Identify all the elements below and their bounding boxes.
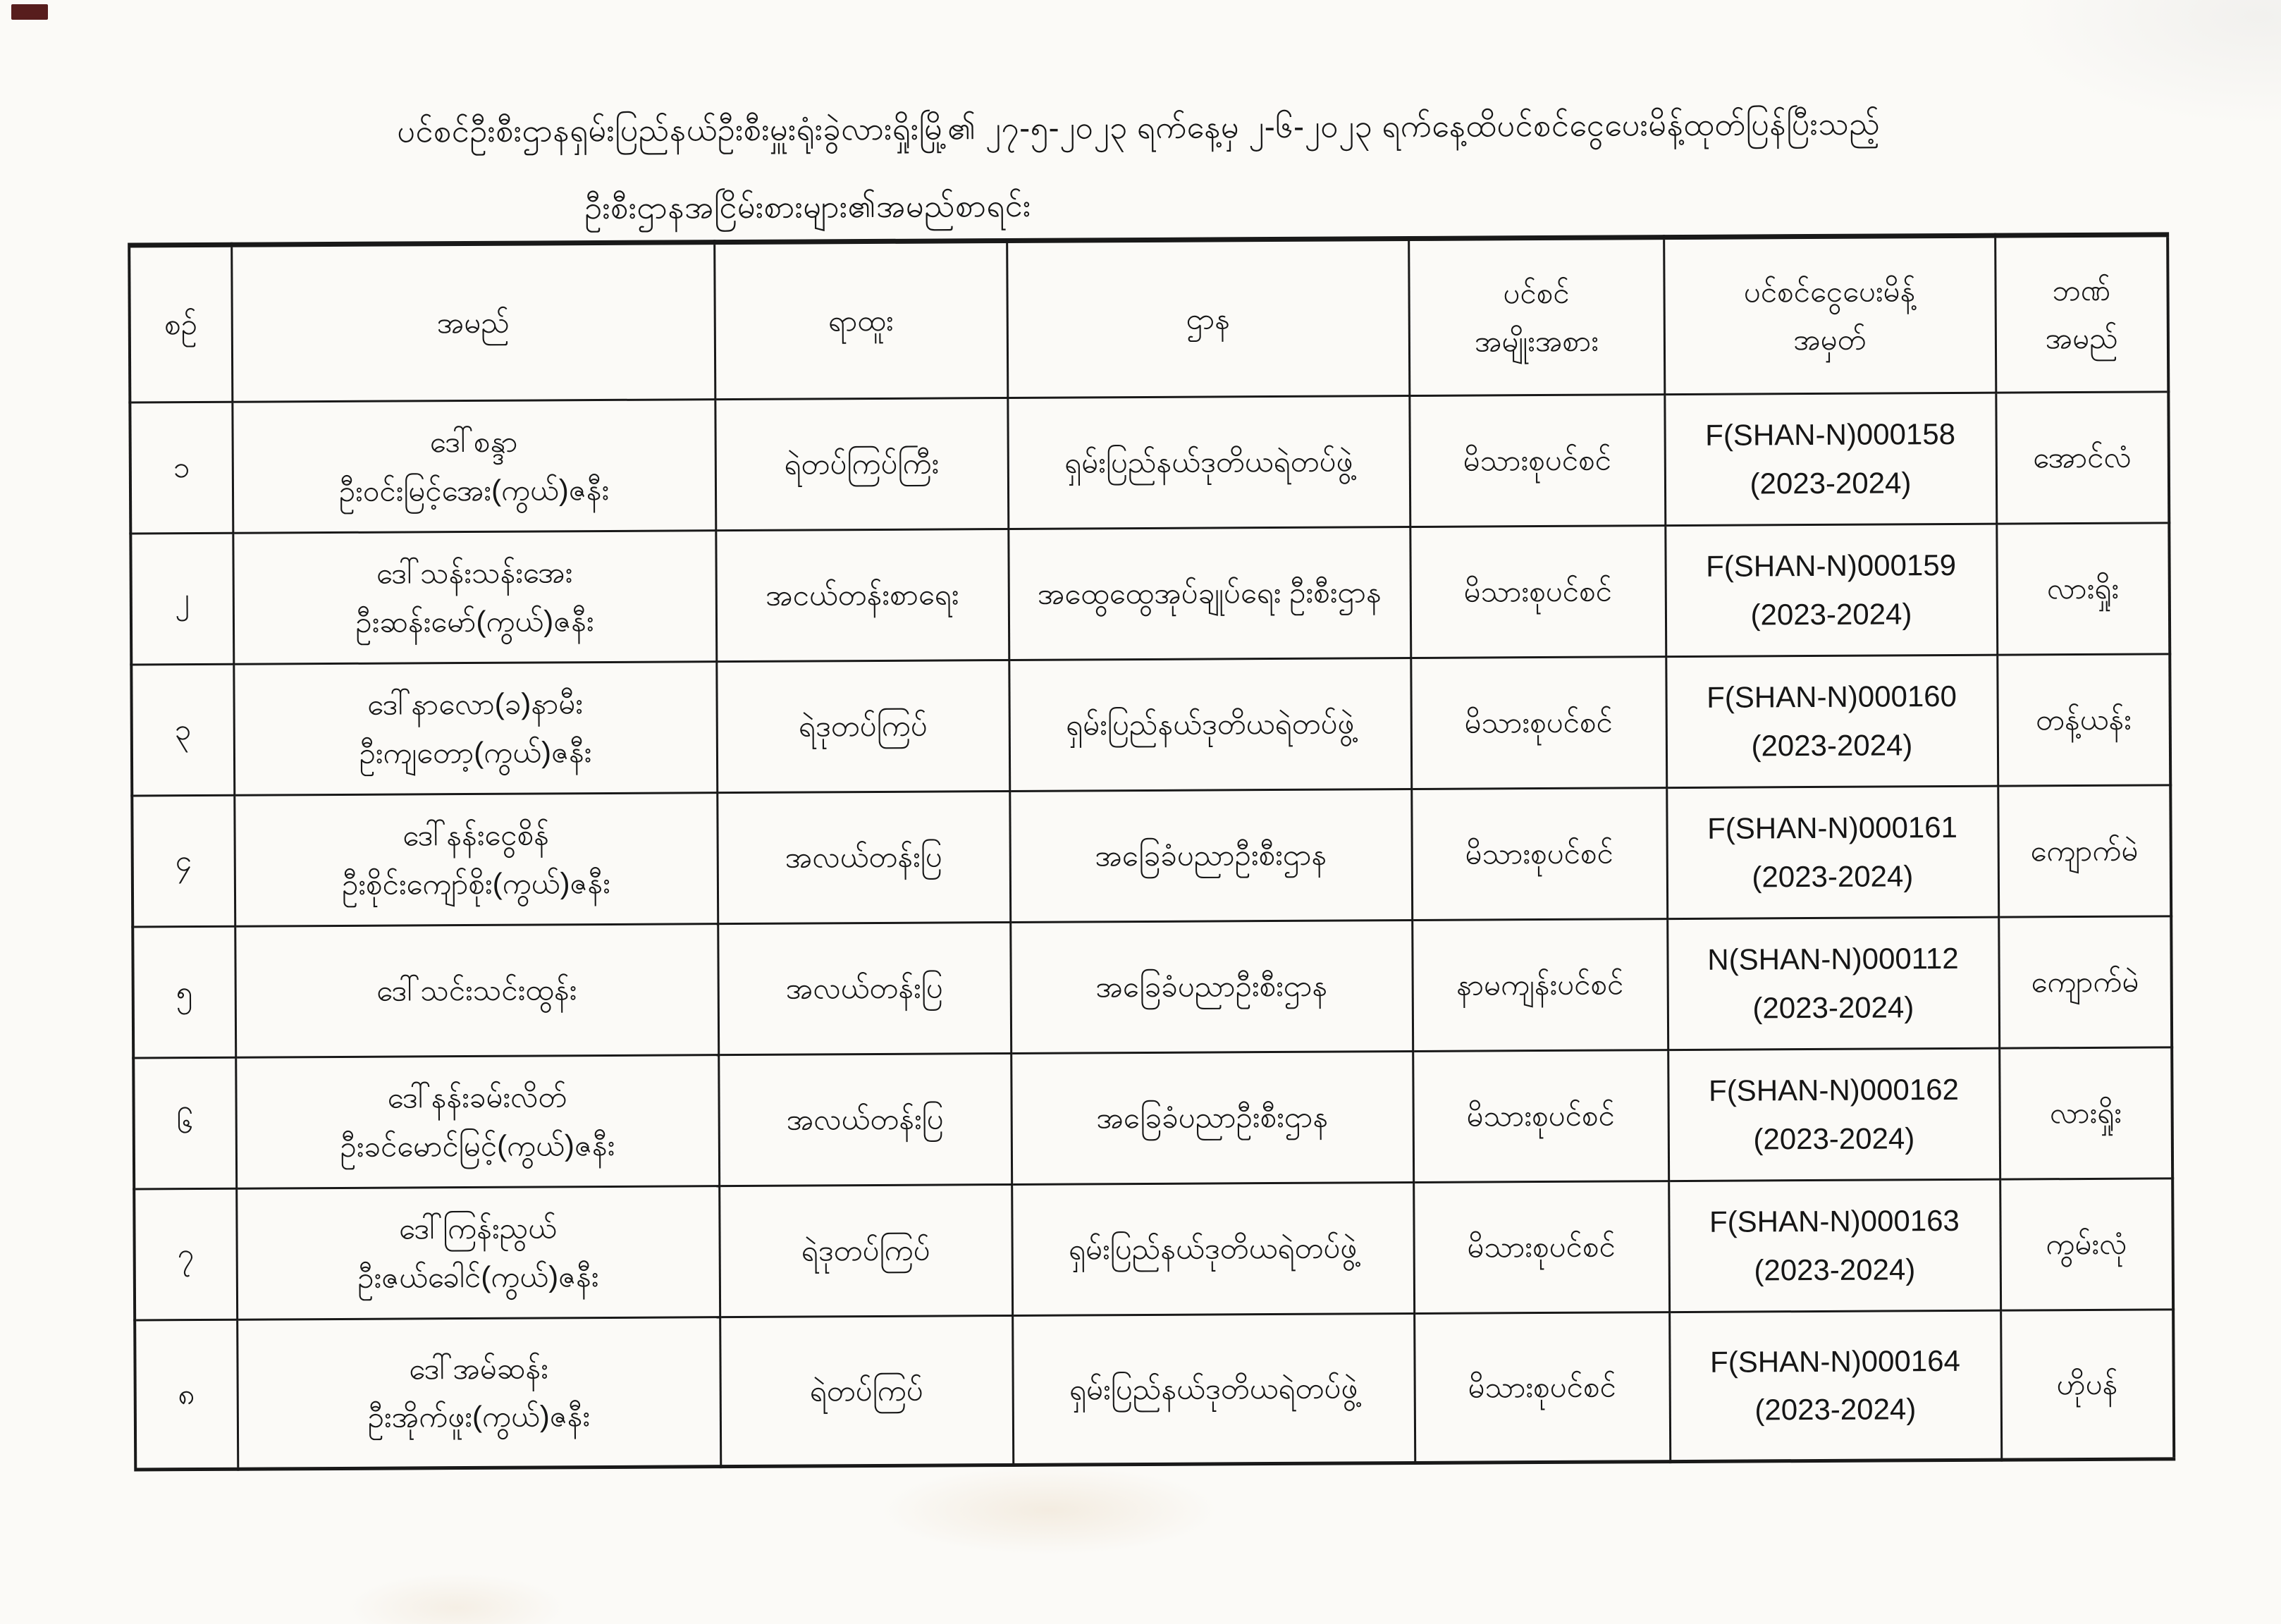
name-cell (233, 662, 717, 796)
table-row (135, 1310, 2174, 1470)
bank-cell: လားရှိုး (1996, 523, 2170, 655)
pensioner-name: ဒေါ်နန်းခမ်းလိတ် (387, 1080, 567, 1115)
order-number: F(SHAN-N)000164 (1709, 1343, 1961, 1379)
table-row (133, 916, 2172, 1058)
header-pension-type: ပင်စင် အမျိုးအစား (1408, 238, 1664, 396)
name-cell (236, 1186, 720, 1320)
spouse-name: ဦးအိုက်ဖူး(ကွယ်)ဇနီး (367, 1399, 591, 1434)
header-position: ရာထူး (714, 240, 1007, 399)
position-cell: အလယ်တန်းပြ (718, 1053, 1012, 1186)
department-cell: ရှမ်းပြည်နယ်ဒုတိယရဲတပ်ဖွဲ့ (1012, 1313, 1415, 1465)
table-row (130, 392, 2169, 534)
row-serial-cell: ၂ (130, 533, 233, 665)
name-cell (234, 793, 718, 927)
position-cell: အလယ်တန်းပြ (718, 922, 1011, 1054)
position-cell: အလယ်တန်းပြ (717, 791, 1010, 923)
department-cell: ရှမ်းပြည်နယ်ဒုတိယရဲတပ်ဖွဲ့ (1009, 658, 1411, 791)
order-year: (2023-2024) (1750, 465, 1912, 500)
order-number-cell (1666, 786, 1998, 918)
order-number-cell (1668, 1179, 2000, 1312)
department-cell: အခြေခံပညာဦးစီးဌာန (1009, 789, 1412, 922)
header-row (129, 235, 2168, 402)
position-cell: ရဲဒုတပ်ကြပ် (719, 1184, 1012, 1317)
title-line-2: ဦးစီးဌာနအငြိမ်းစားများ၏အမည်စာရင်း (584, 187, 1031, 226)
position-cell: အငယ်တန်းစာရေး (715, 529, 1009, 661)
order-number-cell (1665, 524, 1997, 656)
department-cell: အထွေထွေအုပ်ချုပ်ရေး ဦးစီးဌာန (1008, 527, 1410, 660)
row-serial-cell: ၃ (131, 664, 234, 796)
bank-cell: ကွမ်းလုံ (2000, 1179, 2173, 1310)
pensioner-name: ဒေါ်နာလော(ခ)နာမီး (367, 687, 584, 722)
order-number-cell (1668, 1048, 2000, 1181)
order-number: F(SHAN-N)000163 (1709, 1204, 1960, 1239)
spouse-name: ဦးဝင်းမြင့်အေး(ကွယ်)ဇနီး (338, 472, 610, 508)
pension-type-cell: မိသားစုပင်စင် (1411, 788, 1667, 921)
row-serial-cell: ၆ (133, 1057, 236, 1189)
department-cell: အခြေခံပညာဦးစီးဌာန (1011, 1051, 1413, 1184)
position-cell: ရဲတပ်ကြပ် (720, 1315, 1013, 1466)
department-cell: ရှမ်းပြည်နယ်ဒုတိယရဲတပ်ဖွဲ့ (1012, 1182, 1414, 1315)
order-number: F(SHAN-N)000158 (1705, 417, 1956, 453)
name-cell (233, 531, 716, 665)
department-cell: အခြေခံပညာဦးစီးဌာန (1010, 920, 1413, 1053)
order-year: (2023-2024) (1750, 596, 1912, 631)
pensioner-name: ဒေါ်သင်းသင်းထွန်း (376, 973, 577, 1008)
pension-type-cell: နာမကျန်းပင်စင် (1412, 919, 1668, 1052)
table-header (129, 235, 2168, 402)
table-row (133, 1047, 2172, 1189)
order-number: F(SHAN-N)000160 (1707, 679, 1957, 715)
order-number-cell (1667, 917, 1999, 1050)
row-serial-cell: ၈ (135, 1320, 238, 1470)
header-bank-name: ဘဏ် အမည် (1995, 235, 2168, 393)
order-year: (2023-2024) (1754, 1252, 1916, 1286)
order-year: (2023-2024) (1754, 1392, 1917, 1427)
order-number: F(SHAN-N)000159 (1706, 548, 1957, 584)
order-number-cell (1666, 655, 1998, 787)
header-serial: စဉ် (129, 245, 232, 402)
order-number: N(SHAN-N)000112 (1707, 942, 1959, 977)
table-row (132, 785, 2171, 927)
pension-type-cell: မိသားစုပင်စင် (1410, 526, 1666, 658)
table-row (134, 1179, 2173, 1320)
order-year: (2023-2024) (1751, 727, 1913, 762)
name-cell (235, 924, 718, 1058)
name-cell (237, 1317, 720, 1470)
pensioner-name: ဒေါ်စန္ဒာ (429, 425, 518, 459)
order-year: (2023-2024) (1753, 1121, 1915, 1155)
bank-cell: တန့်ယန်း (1997, 654, 2170, 786)
order-number: F(SHAN-N)000161 (1707, 811, 1958, 846)
row-serial-cell: ၁ (130, 402, 233, 534)
pension-type-cell: မိသားစုပင်စင် (1413, 1050, 1668, 1183)
pension-type-cell: မိသားစုပင်စင် (1414, 1312, 1670, 1463)
title-line-1: ပင်စင်ဦးစီးဌာနရှမ်းပြည်နယ်ဦးစီးမှူးရုံးခွဲလားရှိုးမြို့၏ ၂၇-၅-၂၀၂၃ ရက်နေ့မှ ၂-၆-၂၀၂၃ ရက်နေ့ထိပင်စင်ငွေပေးမိန့်ထုတ်ပြန်ပြီးသည့် (397, 105, 1881, 149)
row-serial-cell: ၅ (133, 926, 235, 1058)
order-year: (2023-2024) (1752, 990, 1914, 1024)
pensioner-name: ဒေါ်သန်းသန်းအေး (376, 555, 573, 591)
bank-cell: အောင်လံ (1996, 392, 2169, 524)
table-row (130, 523, 2170, 665)
spouse-name: ဦးဇယ်ခေါင်(ကွယ်)ဇနီး (357, 1259, 599, 1294)
document-title (0, 83, 2280, 250)
name-cell (232, 400, 715, 534)
pension-type-cell: မိသားစုပင်စင် (1410, 657, 1666, 789)
pensioner-name: ဒေါ်နန်းငွေစိန် (402, 818, 550, 852)
pensioner-roster-table (128, 232, 2175, 1471)
spouse-name: ဦးဆန်းမော်(ကွယ်)ဇနီး (355, 603, 594, 639)
order-number-cell (1664, 393, 1996, 525)
pensioner-name: ဒေါ်ကြန်းညွယ် (398, 1211, 558, 1245)
bank-cell: ဟိုပန် (2000, 1310, 2174, 1460)
spouse-name: ဦးခင်မောင်မြင့်(ကွယ်)ဇနီး (340, 1128, 615, 1163)
table-row (131, 654, 2170, 796)
header-department: ဌာန (1007, 239, 1409, 398)
header-order-number: ပင်စင်ငွေပေးမိန့် အမှတ် (1664, 235, 1996, 394)
bank-cell: ကျောက်မဲ (1998, 785, 2171, 917)
row-serial-cell: ၄ (132, 795, 235, 927)
header-name: အမည် (231, 242, 715, 402)
order-number: F(SHAN-N)000162 (1708, 1073, 1960, 1108)
department-cell: ရှမ်းပြည်နယ်ဒုတိယရဲတပ်ဖွဲ့ (1007, 396, 1410, 529)
position-cell: ရဲဒုတပ်ကြပ် (716, 660, 1009, 792)
pension-type-cell: မိသားစုပင်စင် (1409, 395, 1665, 527)
name-cell (235, 1055, 719, 1189)
bank-cell: လားရှိုး (1999, 1047, 2172, 1179)
order-number-cell (1669, 1310, 2001, 1461)
spouse-name: ဦးစိုင်းကျော်စိုး(ကွယ်)ဇနီး (341, 866, 610, 901)
pension-type-cell: မိသားစုပင်စင် (1413, 1181, 1669, 1314)
row-serial-cell: ၇ (134, 1188, 237, 1320)
pensioner-name: ဒေါ်အမ်ဆန်း (409, 1351, 548, 1386)
position-cell: ရဲတပ်ကြပ်ကြီး (715, 398, 1008, 530)
bank-cell: ကျောက်မဲ (1998, 916, 2172, 1048)
order-year: (2023-2024) (1752, 859, 1914, 893)
table-body (130, 392, 2174, 1470)
spouse-name: ဦးကျတော့(ကွယ်)ဇနီး (359, 734, 592, 770)
